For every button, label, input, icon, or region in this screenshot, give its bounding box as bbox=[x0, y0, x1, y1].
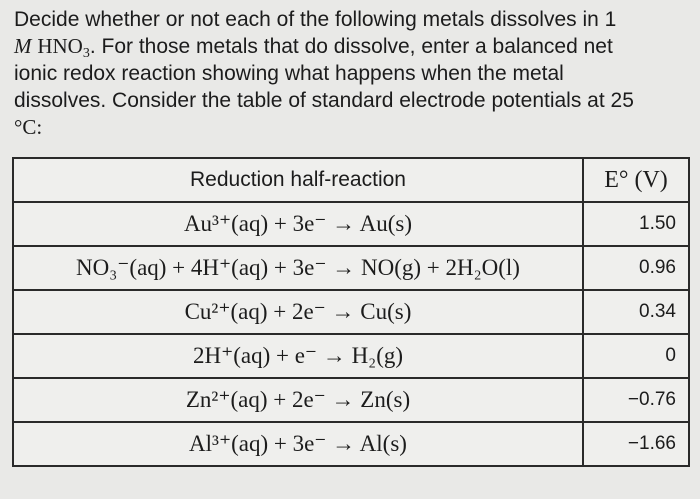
potential-cell: 0 bbox=[583, 334, 689, 378]
acid-formula-subscript: 3 bbox=[82, 46, 90, 61]
reaction-cell: Cu²⁺(aq) + 2e⁻ → Cu(s) bbox=[13, 290, 583, 334]
question-line-2-rest: . For those metals that do dissolve, enter a balanced net bbox=[89, 35, 613, 58]
table-header-row bbox=[13, 158, 689, 202]
potential-cell: 1.50 bbox=[583, 202, 689, 246]
reaction-cell: 2H⁺(aq) + e⁻ → H₂(g) bbox=[13, 334, 583, 378]
question-line-4: dissolves. Consider the table of standard electrode potentials at 25 bbox=[14, 89, 634, 112]
question-text bbox=[14, 6, 684, 141]
table-row bbox=[13, 422, 689, 466]
molarity-unit: M bbox=[14, 34, 32, 58]
header-standard-potential: E° (V) bbox=[583, 158, 689, 202]
question-line-3: ionic redox reaction showing what happens when the metal bbox=[14, 62, 564, 85]
electrode-potentials-table bbox=[12, 157, 690, 467]
table-row bbox=[13, 290, 689, 334]
potential-cell: −1.66 bbox=[583, 422, 689, 466]
table-row bbox=[13, 334, 689, 378]
potential-cell: −0.76 bbox=[583, 378, 689, 422]
acid-formula-main: HNO bbox=[37, 34, 83, 58]
potential-cell: 0.96 bbox=[583, 246, 689, 290]
header-reduction-half-reaction: Reduction half-reaction bbox=[13, 158, 583, 202]
table-row bbox=[13, 202, 689, 246]
acid-formula bbox=[37, 34, 90, 61]
reaction-cell: Au³⁺(aq) + 3e⁻ → Au(s) bbox=[13, 202, 583, 246]
reaction-cell: Zn²⁺(aq) + 2e⁻ → Zn(s) bbox=[13, 378, 583, 422]
question-line-2 bbox=[14, 33, 684, 60]
reaction-cell: Al³⁺(aq) + 3e⁻ → Al(s) bbox=[13, 422, 583, 466]
table-row bbox=[13, 246, 689, 290]
question-line-5: °C: bbox=[14, 115, 43, 139]
question-line-1: Decide whether or not each of the following metals dissolves in 1 bbox=[14, 8, 617, 31]
table-row bbox=[13, 378, 689, 422]
reaction-cell: NO₃⁻(aq) + 4H⁺(aq) + 3e⁻ → NO(g) + 2H₂O(l) bbox=[13, 246, 583, 290]
potential-cell: 0.34 bbox=[583, 290, 689, 334]
